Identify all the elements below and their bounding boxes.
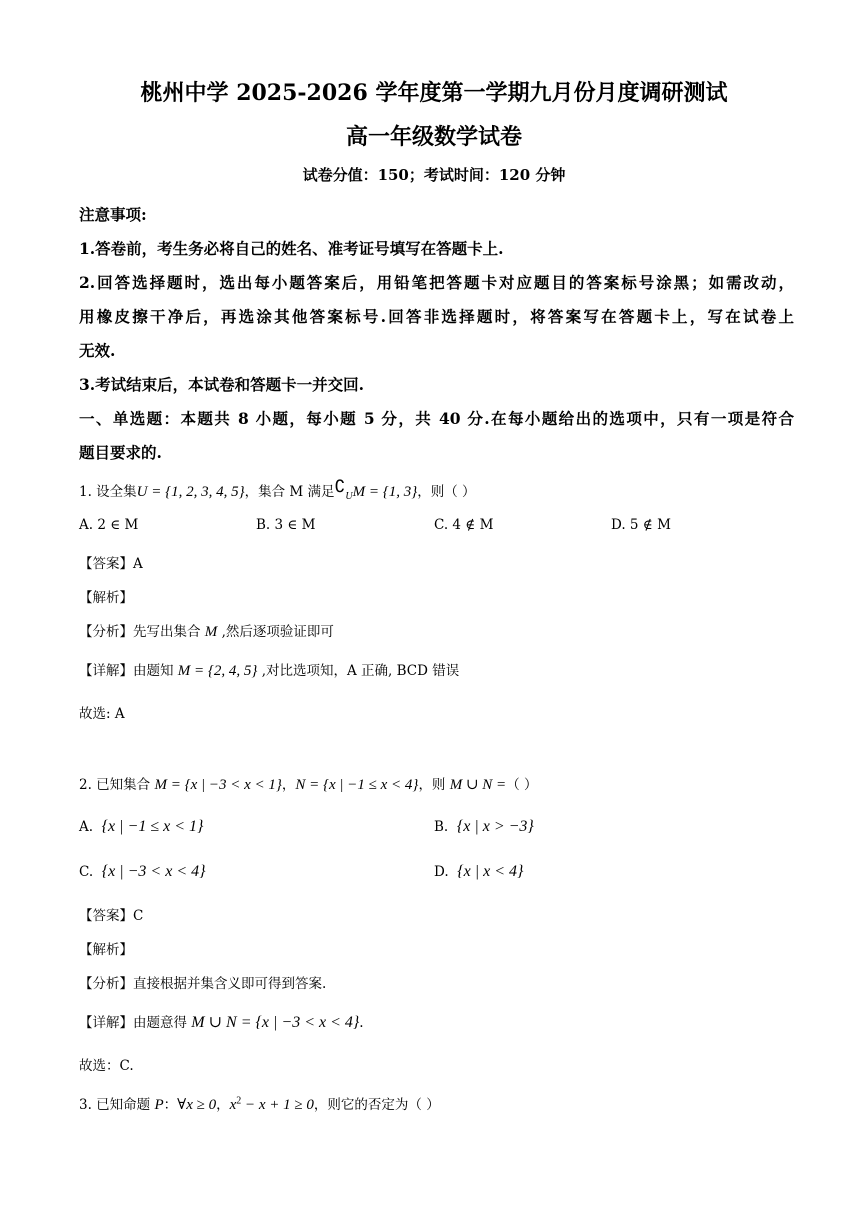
exam-title: 桃州中学 2025-2026 学年度第一学期九月份月度调研测试	[140, 80, 728, 106]
set-n: N = {x | −1 ≤ x < 4}	[295, 777, 419, 793]
question-2-option-c: C. {x | −3 < x < 4}	[79, 863, 206, 880]
question-1-option-b: B. 3 ∈ M	[256, 517, 316, 533]
question-2-choice: 故选：C.	[79, 1058, 134, 1074]
question-2-answer: 【答案】C	[79, 908, 144, 924]
set-m: M = {x | −3 < x < 1}	[154, 777, 282, 793]
question-1-option-c: C. 4 ∉ M	[434, 517, 494, 533]
question-1-option-a: A. 2 ∈ M	[79, 517, 139, 533]
question-1-fenxi: 【分析】先写出集合 M ,然后逐项验证即可	[79, 624, 334, 640]
question-2-stem: 2. 已知集合 M = {x | −3 < x < 1}，N = {x | −1 ≤ x < 4}，则 M ∪ N =（ ）	[79, 777, 538, 793]
notice-item-2-line-3: 无效.	[79, 341, 116, 360]
notice-item-1: 1.答卷前，考生务必将自己的姓名、准考证号填写在答题卡上.	[79, 239, 504, 258]
complement-expression: M = {1, 3}	[352, 484, 418, 500]
question-1-choice: 故选: A	[79, 706, 125, 722]
question-2-option-b: B. {x | x > −3}	[434, 818, 534, 835]
notice-item-2-line-1: 2.回答选择题时，选出每小题答案后，用铅笔把答题卡对应题目的答案标号涂黑；如需改动，	[79, 273, 794, 292]
question-2-analysis-label: 【解析】	[79, 942, 133, 958]
notice-item-2-line-2: 用橡皮擦干净后，再选涂其他答案标号.回答非选择题时，将答案写在答题卡上，写在试卷上	[79, 307, 794, 326]
notice-item-3: 3.考试结束后，本试卷和答题卡一并交回.	[79, 375, 365, 394]
section-heading-line-1: 一、单选题：本题共 8 小题，每小题 5 分，共 40 分.在每小题给出的选项中，只有一项是符合	[79, 409, 794, 428]
question-2-option-a: A. {x | −1 ≤ x < 1}	[79, 818, 204, 835]
question-1-option-d: D. 5 ∉ M	[611, 517, 671, 533]
question-1-stem: 1. 设全集U = {1, 2, 3, 4, 5}，集合 M 满足$∁_UM = \{1$, 3}，则（ ）	[79, 477, 476, 502]
complement-symbol: ∁	[334, 477, 346, 496]
question-1-xiangjie: 【详解】由题知 M = {2, 4, 5} ,对比选项知，A 正确, BCD 错误	[79, 663, 460, 679]
exam-meta: 试卷分值：150；考试时间：120 分钟	[302, 166, 566, 184]
universal-set: U = {1, 2, 3, 4, 5}	[136, 484, 245, 500]
question-3-stem: 3. 已知命题 P：∀x ≥ 0，$x^2 - x + 1 \ge 0$，则它的否定为（ ）	[79, 1095, 440, 1113]
section-heading-line-2: 题目要求的.	[79, 443, 162, 462]
question-2-fenxi: 【分析】直接根据并集含义即可得到答案.	[79, 976, 327, 992]
question-1-analysis-label: 【解析】	[79, 590, 133, 606]
notice-heading: 注意事项:	[79, 205, 147, 224]
question-2-option-d: D. {x | x < 4}	[434, 863, 524, 880]
question-1-answer: 【答案】A	[79, 556, 143, 572]
exam-subject-title: 高一年级数学试卷	[345, 124, 522, 150]
question-2-xiangjie: 【详解】由题意得 M ∪ N = {x | −3 < x < 4}.	[79, 1014, 364, 1031]
